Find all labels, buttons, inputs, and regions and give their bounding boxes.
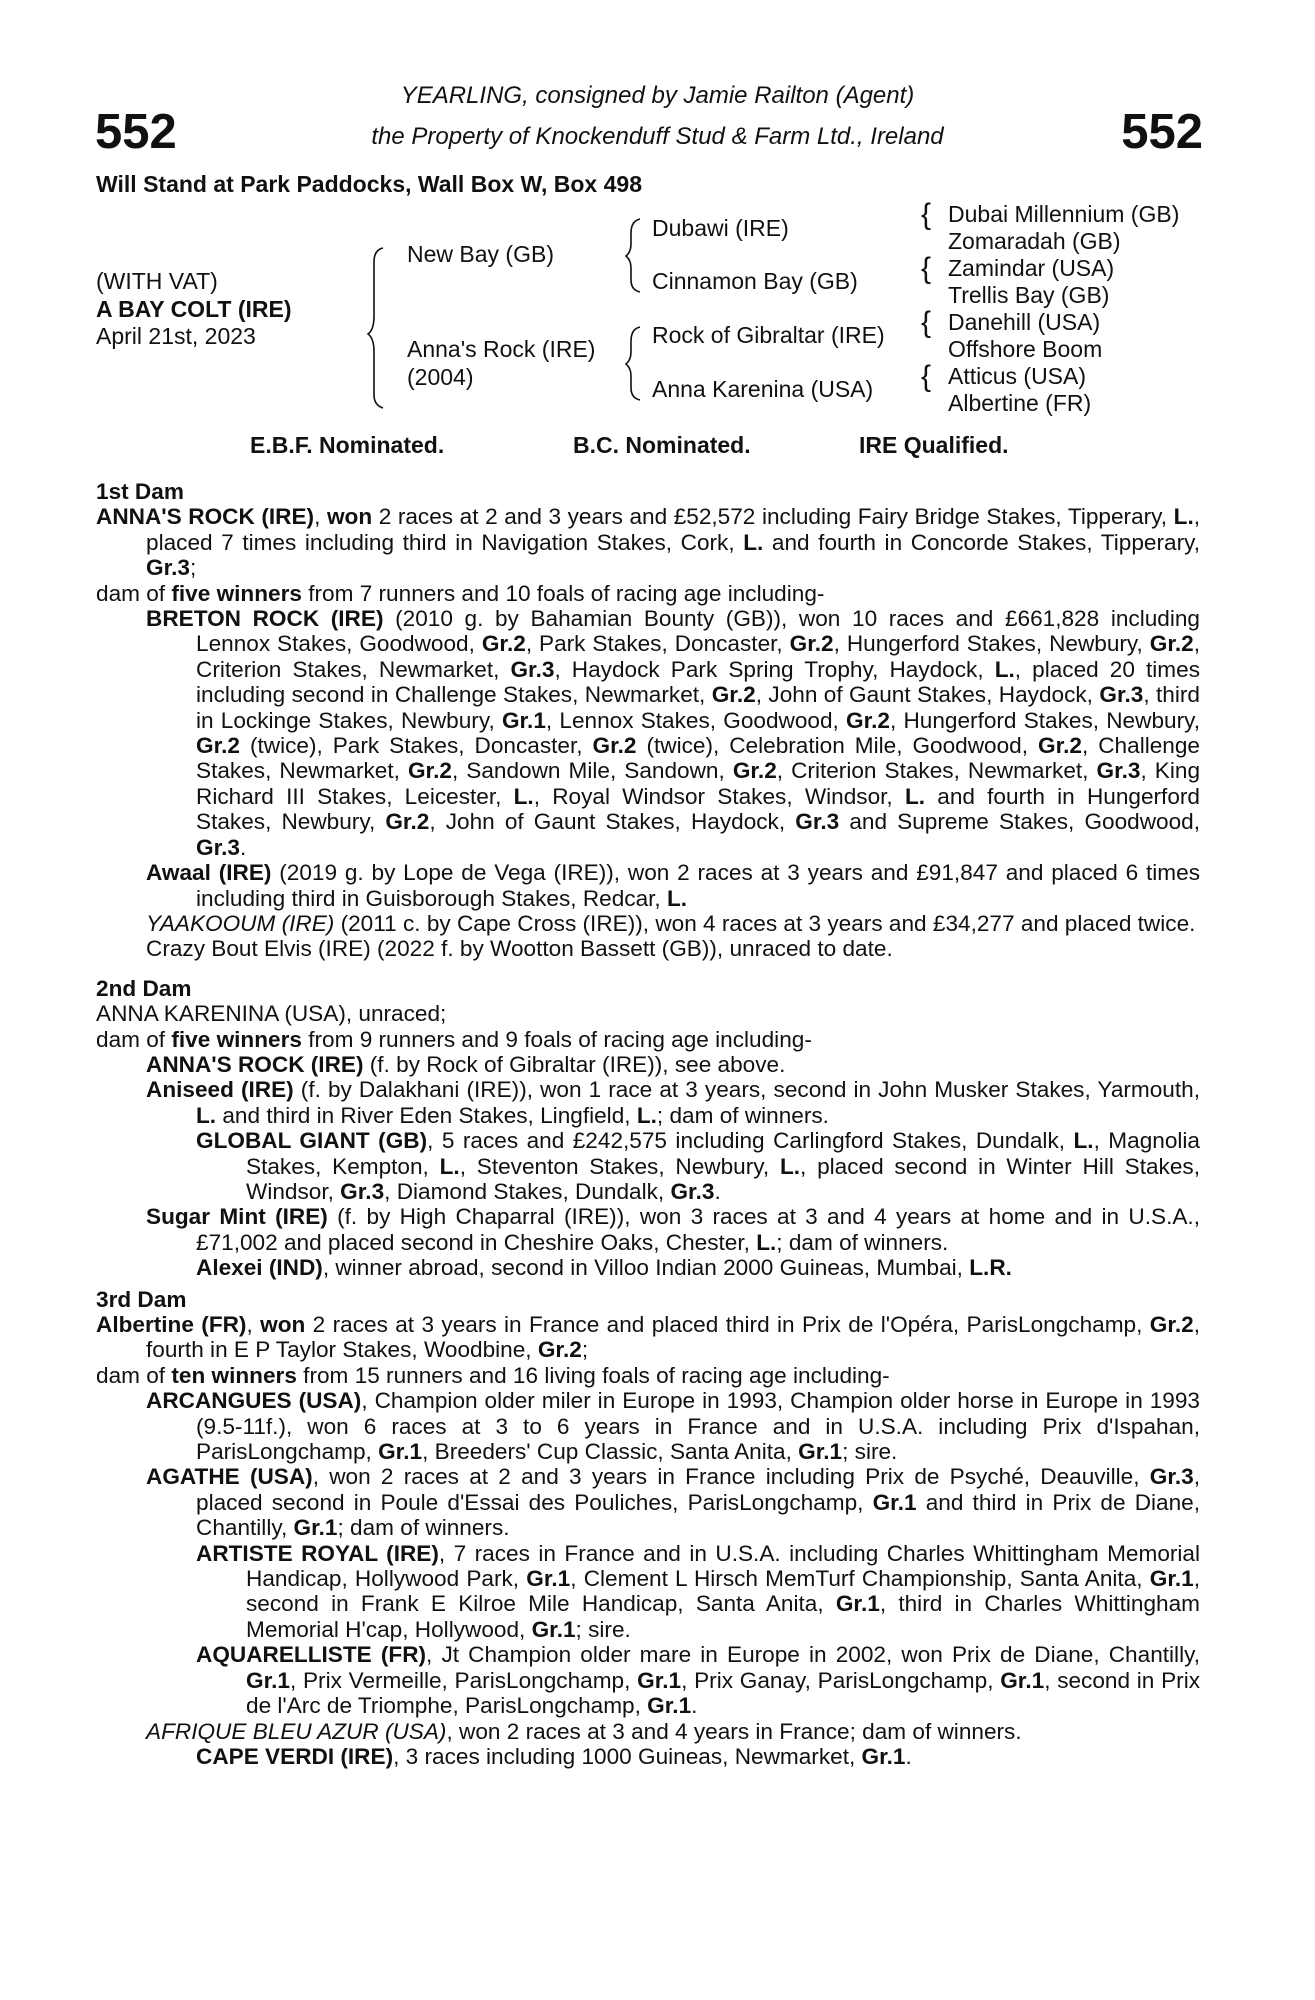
- text-run: .: [691, 1693, 698, 1719]
- bold-text-run: five winners: [171, 1026, 302, 1052]
- stand-location: Will Stand at Park Paddocks, Wall Box W, Box 498: [96, 171, 642, 197]
- text-run: ;: [581, 1337, 589, 1363]
- text-run: and third in Prix de Diane, Chantilly,: [196, 1489, 1201, 1541]
- text-run: from 9 runners and 9 foals of racing age including-: [301, 1026, 812, 1052]
- bold-text-run: Albertine (FR): [96, 1312, 247, 1337]
- text-run: , Criterion Stakes, Newmarket,: [196, 631, 1200, 682]
- bold-text-run: Gr.2: [537, 1337, 582, 1363]
- second-dam-produce-summary: [96, 1027, 1200, 1052]
- section-heading-2nd-dam: 2nd Dam: [96, 975, 192, 1001]
- bold-text-run: AGATHE (USA): [146, 1464, 313, 1490]
- text-run: , Steventon Stakes, Newbury,: [459, 1153, 780, 1179]
- grandsire-3: Danehill (USA): [948, 309, 1101, 335]
- produce-entry-artiste-royal: [96, 1541, 1200, 1643]
- text-run: ; dam of winners.: [656, 1102, 829, 1128]
- bold-text-run: Gr.3: [146, 555, 190, 581]
- text-run: (2019 g. by Lope de Vega (IRE)), won 2 races at 3 years and £91,847 and placed 6 times including third in Guisborough Stakes, Redcar,: [196, 860, 1200, 911]
- bold-text-run: Gr.1: [1149, 1566, 1194, 1592]
- produce-entry-afrique-bleu-azur: [96, 1719, 1200, 1744]
- grandsire-1: Dubai Millennium (GB): [948, 201, 1180, 227]
- bold-text-run: Alexei (IND): [196, 1255, 323, 1281]
- second-dam-record: ANNA KARENINA (USA), unraced;: [96, 1001, 447, 1027]
- consignor-line: YEARLING, consigned by Jamie Railton (Agent): [400, 82, 915, 109]
- produce-entry-aquarelliste: [96, 1642, 1200, 1718]
- text-run: , placed second in Poule d'Essai des Pouliches, ParisLongchamp,: [196, 1464, 1200, 1515]
- text-run: and fourth in Hungerford Stakes, Newbury,: [196, 783, 1200, 835]
- text-run: ,: [314, 504, 327, 530]
- bold-text-run: Gr.3: [340, 1178, 385, 1204]
- text-run: ; sire.: [842, 1439, 898, 1465]
- produce-entry-yaakooum: [96, 911, 1200, 936]
- foaling-date: April 21st, 2023: [96, 323, 256, 349]
- text-run: .: [905, 1743, 912, 1769]
- bold-text-run: Gr.1: [647, 1693, 692, 1719]
- third-dam-record: [96, 1312, 1200, 1363]
- text-run: , third in Lockinge Stakes, Newbury,: [196, 682, 1200, 733]
- bc-nomination: B.C. Nominated.: [573, 432, 751, 458]
- text-run: , placed second in Winter Hill Stakes, Windsor,: [246, 1153, 1200, 1204]
- ebf-nomination: E.B.F. Nominated.: [250, 432, 445, 458]
- dam-dam: Anna Karenina (USA): [652, 376, 874, 402]
- bold-text-run: L.: [1173, 504, 1194, 530]
- bold-text-run: Gr.1: [531, 1616, 576, 1642]
- dam-sire: Rock of Gibraltar (IRE): [652, 322, 885, 348]
- bold-text-run: Awaal (IRE): [146, 860, 272, 886]
- bold-text-run: L.: [636, 1102, 657, 1128]
- bold-text-run: Gr.3: [1099, 682, 1144, 708]
- dam-year: (2004): [407, 364, 474, 390]
- bold-text-run: Gr.3: [196, 834, 240, 860]
- bold-text-run: Gr.3: [510, 656, 555, 682]
- bold-text-run: ARTISTE ROYAL (IRE): [196, 1540, 439, 1566]
- lot-number-right: 552: [1121, 105, 1203, 159]
- bold-text-run: ANNA'S ROCK (IRE): [146, 1051, 364, 1077]
- text-run: , won 2 races at 3 and 4 years in France; dam of winners.: [446, 1718, 1022, 1744]
- granddam-1: Zomaradah (GB): [948, 228, 1121, 254]
- property-line: the Property of Knockenduff Stud & Farm Ltd., Ireland: [371, 123, 944, 150]
- text-run: dam of: [96, 580, 172, 606]
- bold-text-run: Gr.2: [789, 631, 834, 657]
- text-run: , Champion older miler in Europe in 1993, Champion older horse in Europe in 1993 (9.5-11f.), won 6 races at 3 to 6 years in France and in U.S.A. including Prix d'Ispahan, ParisLongchamp,: [196, 1388, 1201, 1465]
- text-run: , Hungerford Stakes, Newbury,: [889, 707, 1200, 733]
- produce-entry-aniseed: [96, 1077, 1200, 1128]
- bold-text-run: Gr.1: [378, 1439, 423, 1465]
- produce-entry-breton-rock: [96, 606, 1200, 860]
- first-dam-produce-summary: [96, 581, 1200, 606]
- text-run: (2010 g. by Bahamian Bounty (GB)), won 10 races and £661,828 including Lennox Stakes, Goodwood,: [196, 606, 1200, 657]
- sire-name: New Bay (GB): [407, 241, 554, 267]
- first-dam-name: ANNA'S ROCK (IRE): [96, 504, 315, 530]
- text-run: , John of Gaunt Stakes, Haydock,: [429, 809, 796, 835]
- horse-name: A BAY COLT (IRE): [96, 296, 292, 322]
- text-run: , third in Charles Whittingham Memorial H'cap, Hollywood,: [246, 1591, 1200, 1642]
- bold-text-run: five winners: [171, 580, 302, 606]
- bold-text-run: Gr.1: [293, 1515, 338, 1541]
- text-run: and third in River Eden Stakes, Lingfield,: [216, 1102, 637, 1128]
- first-dam-record: [96, 504, 1200, 580]
- bold-text-run: Gr.1: [872, 1489, 917, 1515]
- bold-text-run: ARCANGUES (USA): [146, 1388, 362, 1414]
- text-run: from 7 runners and 10 foals of racing age including-: [301, 580, 825, 606]
- brace-glyph: {: [921, 306, 932, 339]
- vat-note: (WITH VAT): [96, 268, 218, 294]
- text-run: , Magnolia Stakes, Kempton,: [246, 1128, 1201, 1179]
- bold-text-run: L.: [666, 885, 688, 911]
- produce-entry-agathe: [96, 1464, 1200, 1540]
- bold-text-run: L.: [743, 529, 764, 555]
- sire-dam: Cinnamon Bay (GB): [652, 268, 858, 294]
- bold-text-run: L.R.: [969, 1255, 1012, 1281]
- ire-qualification: IRE Qualified.: [859, 432, 1009, 458]
- text-run: (f. by Rock of Gibraltar (IRE)), see above.: [363, 1051, 786, 1077]
- text-run: , placed 20 times including second in Challenge Stakes, Newmarket,: [196, 656, 1200, 708]
- text-run: 2 races at 2 and 3 years and £52,572 including Fairy Bridge Stakes, Tipperary,: [372, 504, 1174, 530]
- text-run: from 15 runners and 16 living foals of racing age including-: [296, 1362, 890, 1388]
- granddam-4: Albertine (FR): [948, 390, 1092, 416]
- bold-text-run: Gr.1: [835, 1591, 880, 1617]
- brace-glyph: {: [921, 360, 932, 393]
- bold-text-run: L.: [513, 783, 534, 809]
- bold-text-run: Gr.3: [670, 1178, 715, 1204]
- bold-text-run: Gr.1: [798, 1439, 843, 1465]
- bold-text-run: Gr.1: [1000, 1667, 1045, 1693]
- bold-text-run: Sugar Mint (IRE): [146, 1204, 328, 1230]
- bold-text-run: Gr.2: [196, 733, 240, 759]
- bold-text-run: Aniseed (IRE): [146, 1077, 294, 1103]
- bold-text-run: Gr.3: [795, 809, 840, 835]
- bold-text-run: L.: [1073, 1128, 1094, 1154]
- text-run: and fourth in Concorde Stakes, Tipperary,: [763, 529, 1200, 555]
- bold-text-run: ten winners: [171, 1362, 297, 1388]
- text-run: , Royal Windsor Stakes, Windsor,: [533, 783, 905, 809]
- bold-text-run: Gr.2: [481, 631, 526, 657]
- third-dam-produce-summary: [96, 1363, 1200, 1388]
- bold-text-run: Gr.1: [861, 1743, 906, 1769]
- text-run: (f. by High Chaparral (IRE)), won 3 races at 3 and 4 years at home and in U.S.A., £71,002 and placed second in Cheshire Oaks, Chester,: [196, 1204, 1200, 1255]
- brace-glyph: {: [921, 252, 932, 285]
- text-run: , Criterion Stakes, Newmarket,: [776, 758, 1097, 784]
- text-run: (f. by Dalakhani (IRE)), won 1 race at 3 years, second in John Musker Stakes, Yarmouth,: [293, 1077, 1200, 1103]
- text-run: , Diamond Stakes, Dundalk,: [384, 1178, 671, 1204]
- bold-text-run: L.: [994, 656, 1015, 682]
- text-run: , second in Frank E Kilroe Mile Handicap, Santa Anita,: [246, 1566, 1200, 1617]
- text-run: (2011 c. by Cape Cross (IRE)), won 4 races at 3 years and £34,277 and placed twice.: [334, 910, 1196, 936]
- lot-number-left: 552: [95, 105, 177, 159]
- text-run: , fourth in E P Taylor Stakes, Woodbine,: [146, 1312, 1200, 1363]
- bold-text-run: Gr.1: [526, 1566, 571, 1592]
- section-heading-3rd-dam: 3rd Dam: [96, 1286, 187, 1312]
- bold-text-run: Gr.2: [1149, 1312, 1194, 1337]
- text-run: .: [239, 834, 247, 860]
- text-run: , won 2 races at 2 and 3 years in France including Prix de Psyché, Deauville,: [312, 1464, 1150, 1490]
- bold-text-run: GLOBAL GIANT (GB): [196, 1128, 428, 1154]
- granddam-3: Offshore Boom: [948, 336, 1103, 362]
- italic-text-run: AFRIQUE BLEU AZUR (USA): [146, 1718, 447, 1744]
- bold-text-run: L.: [756, 1229, 777, 1255]
- bold-text-run: Gr.2: [407, 758, 452, 784]
- text-run: , 5 races and £242,575 including Carlingford Stakes, Dundalk,: [427, 1128, 1074, 1154]
- text-run: , placed 7 times including third in Navigation Stakes, Cork,: [146, 504, 1201, 555]
- granddam-2: Trellis Bay (GB): [948, 282, 1110, 308]
- bold-text-run: BRETON ROCK (IRE): [146, 606, 384, 632]
- text-run: , Haydock Park Spring Trophy, Haydock,: [554, 656, 995, 682]
- bold-text-run: Gr.1: [501, 707, 546, 733]
- text-run: , Jt Champion older mare in Europe in 2002, won Prix de Diane, Chantilly,: [426, 1642, 1200, 1668]
- bold-text-run: AQUARELLISTE (FR): [196, 1642, 427, 1668]
- sire-bracket: [626, 219, 640, 292]
- text-run: , 7 races in France and in U.S.A. including Charles Whittingham Memorial Handicap, Hollywood Park,: [246, 1540, 1201, 1592]
- produce-entry-arcangues: [96, 1388, 1200, 1464]
- text-run: , 3 races including 1000 Guineas, Newmarket,: [393, 1743, 862, 1769]
- bold-text-run: L.: [779, 1153, 801, 1179]
- text-run: 2 races at 3 years in France and placed third in Prix de l'Opéra, ParisLongchamp,: [305, 1312, 1150, 1337]
- text-run: , winner abroad, second in Villoo Indian 2000 Guineas, Mumbai,: [322, 1255, 970, 1281]
- brace-glyph: {: [921, 198, 932, 231]
- text-run: , Prix Vermeille, ParisLongchamp,: [289, 1667, 638, 1693]
- text-run: ; dam of winners.: [337, 1515, 510, 1541]
- text-run: ,: [246, 1312, 261, 1337]
- grandsire-4: Atticus (USA): [948, 363, 1087, 389]
- text-run: , Prix Ganay, ParisLongchamp,: [681, 1667, 1001, 1693]
- text-run: (twice), Park Stakes, Doncaster,: [239, 733, 593, 759]
- bold-text-run: Gr.3: [1096, 758, 1141, 784]
- bold-text-run: Gr.2: [711, 682, 756, 708]
- produce-entry-crazy-bout-elvis: Crazy Bout Elvis (IRE) (2022 f. by Wootton Bassett (GB)), unraced to date.: [146, 936, 893, 962]
- bold-text-run: won: [260, 1312, 306, 1337]
- main-bracket: [368, 248, 383, 408]
- produce-entry-cape-verdi: [96, 1744, 1200, 1769]
- dam-bracket: [626, 327, 640, 400]
- bold-text-run: Gr.1: [637, 1667, 682, 1693]
- text-run: , John of Gaunt Stakes, Haydock,: [755, 682, 1100, 708]
- italic-text-run: YAAKOOUM (IRE): [146, 910, 335, 936]
- text-run: dam of: [96, 1362, 172, 1388]
- bold-text-run: Gr.2: [732, 758, 777, 784]
- bold-text-run: L.: [196, 1102, 217, 1128]
- text-run: , Park Stakes, Doncaster,: [525, 631, 790, 657]
- text-run: , Hungerford Stakes, Newbury,: [833, 631, 1150, 657]
- bold-text-run: won: [326, 504, 373, 530]
- text-run: , Breeders' Cup Classic, Santa Anita,: [422, 1439, 799, 1465]
- dam-name: Anna's Rock (IRE): [407, 336, 596, 362]
- bold-text-run: L.: [439, 1153, 460, 1179]
- text-run: dam of: [96, 1026, 172, 1052]
- text-run: .: [714, 1178, 721, 1204]
- text-run: (twice), Celebration Mile, Goodwood,: [636, 733, 1039, 759]
- text-run: ;: [189, 555, 197, 581]
- produce-entry-sugar-mint: [96, 1204, 1200, 1255]
- text-run: , second in Prix de l'Arc de Triomphe, ParisLongchamp,: [246, 1667, 1201, 1719]
- text-run: ; dam of winners.: [776, 1229, 949, 1255]
- bold-text-run: L.: [904, 783, 926, 809]
- produce-entry-global-giant: [96, 1128, 1200, 1204]
- text-run: and Supreme Stakes, Goodwood,: [839, 809, 1201, 835]
- bold-text-run: Gr.1: [246, 1667, 290, 1693]
- bold-text-run: Gr.2: [592, 733, 637, 759]
- bold-text-run: Gr.2: [385, 809, 430, 835]
- bold-text-run: Gr.2: [1038, 733, 1082, 759]
- text-run: , Sandown Mile, Sandown,: [451, 758, 733, 784]
- text-run: ; sire.: [575, 1616, 631, 1642]
- text-run: , Clement L Hirsch MemTurf Championship, Santa Anita,: [570, 1566, 1150, 1592]
- bold-text-run: Gr.2: [1149, 631, 1194, 657]
- section-heading-1st-dam: 1st Dam: [96, 479, 184, 504]
- text-run: , Lennox Stakes, Goodwood,: [545, 707, 847, 733]
- grandsire-2: Zamindar (USA): [948, 255, 1115, 281]
- bold-text-run: CAPE VERDI (IRE): [196, 1743, 394, 1769]
- catalogue-body: [96, 479, 1200, 1769]
- bold-text-run: Gr.2: [846, 707, 890, 733]
- sire-sire: Dubawi (IRE): [652, 215, 789, 241]
- produce-entry-awaal: [96, 860, 1200, 911]
- text-run: , Challenge Stakes, Newmarket,: [196, 733, 1200, 784]
- bold-text-run: Gr.3: [1149, 1464, 1194, 1490]
- produce-entry-annas-rock: [96, 1052, 1200, 1077]
- produce-entry-alexei: [96, 1255, 1200, 1280]
- text-run: , King Richard III Stakes, Leicester,: [196, 758, 1201, 809]
